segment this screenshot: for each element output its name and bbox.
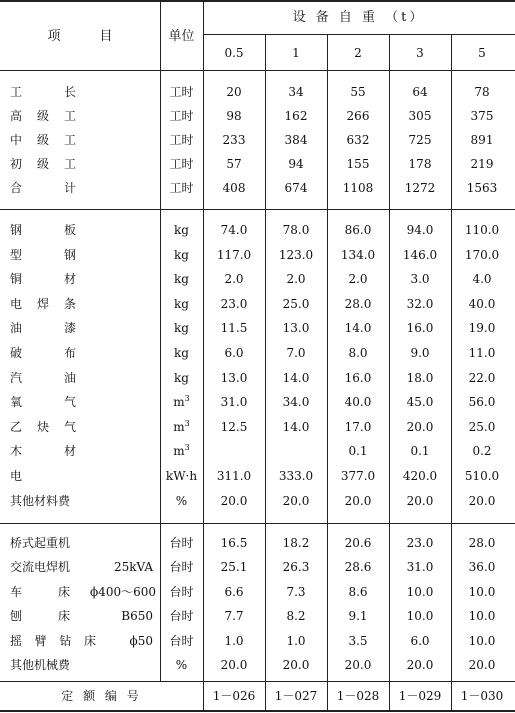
row-value: 6.6 (224, 585, 244, 599)
row-label (10, 297, 76, 311)
row-value: 674 (284, 181, 308, 195)
footer-label: 定 额 编 号 (61, 689, 142, 703)
row-value: 3.5 (348, 634, 368, 648)
row-label (10, 223, 76, 237)
row-label-char: 气 (63, 420, 76, 434)
row-value: 20.0 (220, 494, 248, 508)
row-unit: kg (174, 272, 189, 286)
row-label-char: 级 (36, 109, 49, 123)
row-value: 20.0 (282, 658, 310, 672)
row-label-char: 汽 (10, 371, 23, 385)
row-value: 9.0 (410, 346, 430, 360)
row-value: 266 (346, 109, 370, 123)
row-label-char: 布 (63, 346, 76, 360)
quota-code: 1－026 (212, 689, 256, 703)
row-label-char: 工 (63, 133, 76, 147)
row-value: 20.0 (468, 658, 496, 672)
row-value: 16.0 (406, 321, 434, 335)
row-value: 26.3 (282, 560, 310, 574)
row-value: 7.0 (286, 346, 306, 360)
row-value: 0.1 (348, 444, 368, 458)
row-value: 375 (470, 109, 494, 123)
row-unit: 工时 (169, 181, 194, 195)
row-label-char: 臂 (34, 634, 47, 648)
row-value: 219 (470, 157, 494, 171)
row-label (10, 346, 76, 360)
row-value: 23.0 (406, 536, 434, 550)
col-divider-unit (160, 0, 161, 681)
row-value: 86.0 (344, 223, 372, 237)
row-value: 384 (284, 133, 308, 147)
row-value: 34.0 (282, 395, 310, 409)
row-value: 57 (226, 157, 242, 171)
row-value: 170.0 (464, 248, 500, 262)
row-label (10, 133, 76, 147)
row-value: 28.0 (344, 297, 372, 311)
row-value: 64 (412, 85, 428, 99)
row-label-char: 刨 (10, 609, 23, 623)
rule-bottom (0, 710, 515, 712)
row-value: 408 (222, 181, 246, 195)
header-weight: 5 (478, 46, 486, 60)
row-label (10, 85, 76, 99)
row-value: 891 (470, 133, 494, 147)
row-value: 20.0 (344, 494, 372, 508)
row-label-char: 工 (63, 109, 76, 123)
row-unit: % (175, 658, 188, 672)
row-label (10, 371, 76, 385)
row-value: 6.0 (224, 346, 244, 360)
row-value: 1563 (466, 181, 498, 195)
row-value: 7.7 (224, 609, 244, 623)
row-value: 2.0 (348, 272, 368, 286)
row-unit: 台时 (169, 585, 194, 599)
row-unit: 台时 (169, 609, 194, 623)
row-spec: ϕ400～600 (90, 585, 156, 599)
row-label-char: 乙 (10, 420, 23, 434)
row-spec: ϕ50 (129, 634, 153, 648)
row-value: 34 (288, 85, 304, 99)
row-label (10, 109, 76, 123)
row-value: 1108 (342, 181, 374, 195)
row-value: 4.0 (472, 272, 492, 286)
row-unit: $m^3$ (173, 419, 190, 434)
row-value: 25.1 (220, 560, 248, 574)
row-spec: 25kVA (113, 560, 153, 574)
row-label (10, 395, 76, 409)
row-label-char: 材 (63, 272, 76, 286)
row-value: 45.0 (406, 395, 434, 409)
row-label (10, 248, 76, 262)
row-value: 10.0 (406, 585, 434, 599)
row-value: 16.0 (344, 371, 372, 385)
row-label-char: 车 (10, 585, 23, 599)
row-unit: 工时 (169, 109, 194, 123)
header-weight-title: 设 备 自 重 （t） (292, 10, 426, 25)
header-weight: 3 (416, 46, 424, 60)
row-value: 10.0 (468, 634, 496, 648)
row-value: 14.0 (282, 420, 310, 434)
row-unit: kg (174, 371, 189, 385)
row-value: 20.0 (406, 494, 434, 508)
row-value: 22.0 (468, 371, 496, 385)
row-label (10, 321, 76, 335)
row-value: 11.5 (220, 321, 248, 335)
row-value: 13.0 (220, 371, 248, 385)
row-value: 40.0 (468, 297, 496, 311)
row-label-char: 焊 (36, 297, 49, 311)
row-label: 交流电焊机 (10, 560, 71, 574)
row-value: 632 (346, 133, 370, 147)
row-value: 40.0 (344, 395, 372, 409)
row-label (10, 609, 70, 623)
row-unit: kg (174, 321, 189, 335)
row-label-char: 铜 (10, 272, 23, 286)
row-unit: 台时 (169, 560, 194, 574)
row-value: 178 (408, 157, 432, 171)
row-value: 55 (350, 85, 366, 99)
row-label-char: 炔 (36, 420, 49, 434)
row-label-char: 破 (10, 346, 23, 360)
row-value: 0.1 (410, 444, 430, 458)
row-label-char: 中 (10, 133, 23, 147)
row-value: 25.0 (282, 297, 310, 311)
row-value: 1272 (404, 181, 436, 195)
row-label-char: 板 (63, 223, 76, 237)
row-label: 桥式起重机 (10, 536, 71, 550)
row-value: 20.6 (344, 536, 372, 550)
row-label-char: 钻 (59, 634, 72, 648)
row-unit: kg (174, 346, 189, 360)
row-value: 7.3 (286, 585, 306, 599)
row-value: 8.2 (286, 609, 306, 623)
row-label-char: 计 (63, 181, 76, 195)
row-value: 20.0 (344, 658, 372, 672)
row-label-char: 钢 (10, 223, 23, 237)
row-value: 3.0 (410, 272, 430, 286)
row-value: 18.0 (406, 371, 434, 385)
row-value: 305 (408, 109, 432, 123)
row-value: 74.0 (220, 223, 248, 237)
unit-superscript: 3 (184, 443, 190, 452)
row-value: 78.0 (282, 223, 310, 237)
row-unit: kg (174, 223, 189, 237)
row-spec: B650 (121, 609, 153, 623)
row-value: 2.0 (224, 272, 244, 286)
row-label-char: 工 (63, 157, 76, 171)
row-value: 8.0 (348, 346, 368, 360)
row-label-char: 型 (10, 248, 23, 262)
row-unit: % (175, 494, 188, 508)
row-value: 20 (226, 85, 242, 99)
row-value: 16.5 (220, 536, 248, 550)
header-weight: 1 (292, 46, 300, 60)
row-label (10, 157, 76, 171)
row-label: 其他机械费 (10, 658, 71, 672)
rule-labor-bottom (0, 209, 515, 210)
row-label-char: 气 (63, 395, 76, 409)
row-value: 20.0 (220, 658, 248, 672)
row-value: 333.0 (278, 469, 314, 483)
row-value: 117.0 (216, 248, 252, 262)
row-value: 36.0 (468, 560, 496, 574)
row-value: 725 (408, 133, 432, 147)
row-label (10, 634, 96, 648)
row-label-char: 氧 (10, 395, 23, 409)
row-value: 10.0 (468, 609, 496, 623)
row-value: 20.0 (406, 420, 434, 434)
row-label-char: 工 (10, 85, 23, 99)
row-value: 9.1 (348, 609, 368, 623)
row-value: 10.0 (406, 609, 434, 623)
row-value: 1.0 (224, 634, 244, 648)
row-value: 146.0 (402, 248, 438, 262)
row-value: 23.0 (220, 297, 248, 311)
row-label-char: 床 (83, 634, 96, 648)
quota-code: 1－027 (274, 689, 318, 703)
row-unit: 台时 (169, 634, 194, 648)
row-label-char: 床 (57, 585, 70, 599)
row-unit: 工时 (169, 157, 194, 171)
rule-weights (203, 34, 515, 35)
rule-header-bottom (0, 70, 515, 71)
row-label-char: 床 (57, 609, 70, 623)
row-value: 123.0 (278, 248, 314, 262)
unit-superscript: 3 (184, 394, 190, 403)
row-label-char: 摇 (10, 634, 23, 648)
row-value: 28.0 (468, 536, 496, 550)
row-label-char: 材 (63, 444, 76, 458)
row-label-char: 条 (63, 297, 76, 311)
row-value: 1.0 (286, 634, 306, 648)
row-label-char: 漆 (63, 321, 76, 335)
row-value: 134.0 (340, 248, 376, 262)
quota-code: 1－028 (336, 689, 380, 703)
row-label-char: 初 (10, 157, 23, 171)
row-unit: kg (174, 248, 189, 262)
row-value: 11.0 (468, 346, 496, 360)
row-value: 94 (288, 157, 304, 171)
row-value: 12.5 (220, 420, 248, 434)
row-label-char: 高 (10, 109, 23, 123)
row-value: 2.0 (286, 272, 306, 286)
row-unit: 台时 (169, 536, 194, 550)
row-unit: $m^3$ (173, 394, 190, 409)
row-value: 20.0 (282, 494, 310, 508)
header-weight: 2 (354, 46, 362, 60)
row-label-char: 木 (10, 444, 23, 458)
row-value: 110.0 (464, 223, 500, 237)
row-value: 14.0 (282, 371, 310, 385)
row-value: 32.0 (406, 297, 434, 311)
row-value: 10.0 (468, 585, 496, 599)
row-value: 13.0 (282, 321, 310, 335)
row-value: 98 (226, 109, 242, 123)
row-label-char: 合 (10, 181, 23, 195)
unit-superscript: 3 (184, 419, 190, 428)
row-value: 28.6 (344, 560, 372, 574)
row-value: 155 (346, 157, 370, 171)
row-label-char: 电 (10, 297, 23, 311)
row-unit: kW·h (165, 469, 198, 483)
row-value: 510.0 (464, 469, 500, 483)
row-label-char: 油 (63, 371, 76, 385)
row-label (10, 444, 76, 458)
row-label (10, 272, 76, 286)
rule-machines-bottom (0, 681, 515, 682)
row-label-char: 长 (63, 85, 76, 99)
row-value: 311.0 (216, 469, 252, 483)
row-label-char: 油 (10, 321, 23, 335)
row-label: 电 (10, 469, 23, 483)
row-value: 420.0 (402, 469, 438, 483)
quota-code: 1－030 (460, 689, 504, 703)
row-value: 25.0 (468, 420, 496, 434)
row-label (10, 420, 76, 434)
row-value: 377.0 (340, 469, 376, 483)
row-label-char: 级 (36, 157, 49, 171)
row-label-char: 钢 (63, 248, 76, 262)
row-value: 31.0 (406, 560, 434, 574)
quota-code: 1－029 (398, 689, 442, 703)
row-value: 94.0 (406, 223, 434, 237)
row-value: 31.0 (220, 395, 248, 409)
header-item: 项 目 (47, 29, 113, 44)
row-unit: kg (174, 297, 189, 311)
row-value: 78 (474, 85, 490, 99)
row-label: 其他材料费 (10, 494, 71, 508)
row-label-char: 级 (36, 133, 49, 147)
row-value: 56.0 (468, 395, 496, 409)
header-unit: 单位 (168, 29, 195, 44)
row-unit: 工时 (169, 85, 194, 99)
rule-top (0, 0, 515, 2)
header-weight: 0.5 (224, 46, 244, 60)
rule-materials-bottom (0, 523, 515, 524)
row-value: 17.0 (344, 420, 372, 434)
row-value: 8.6 (348, 585, 368, 599)
row-value: 14.0 (344, 321, 372, 335)
row-unit: $m^3$ (173, 443, 190, 458)
row-label (10, 181, 76, 195)
row-value: 20.0 (468, 494, 496, 508)
row-value: 162 (284, 109, 308, 123)
row-value: 18.2 (282, 536, 310, 550)
row-value: 233 (222, 133, 246, 147)
row-value: 20.0 (406, 658, 434, 672)
row-value: 6.0 (410, 634, 430, 648)
row-value: 19.0 (468, 321, 496, 335)
row-value: 0.2 (472, 444, 492, 458)
row-unit: 工时 (169, 133, 194, 147)
row-label (10, 585, 70, 599)
